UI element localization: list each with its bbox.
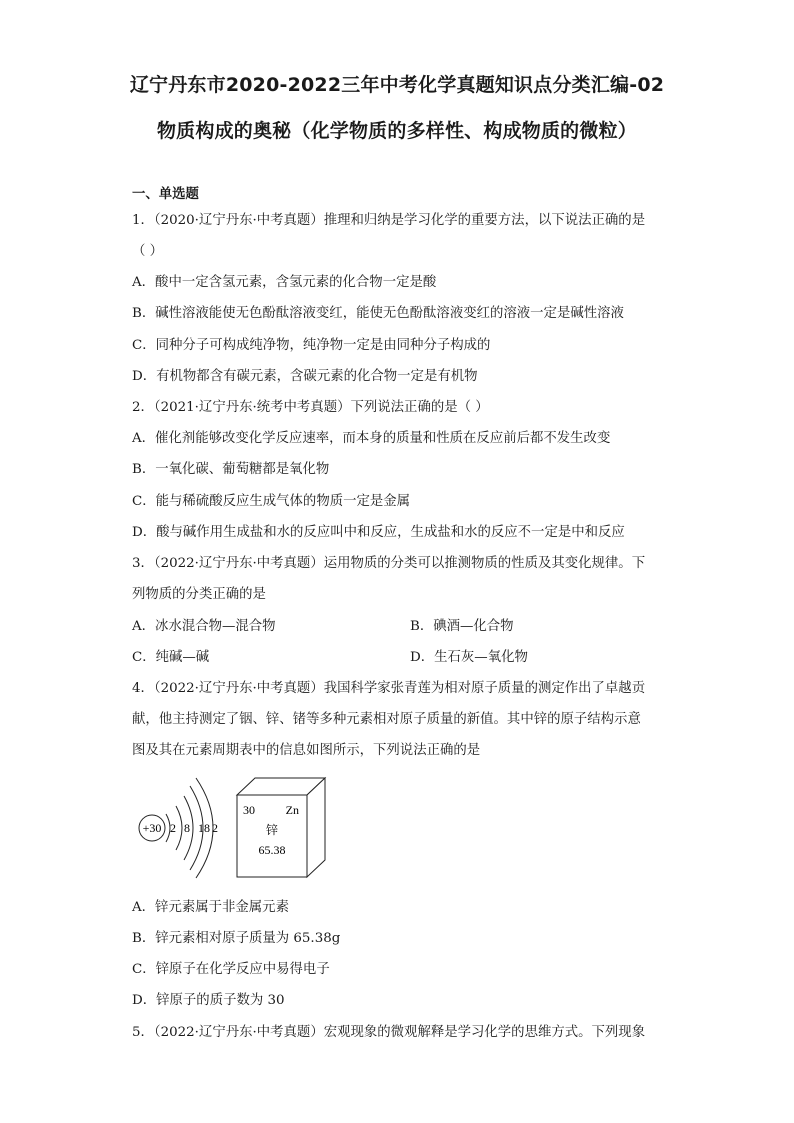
shell-count-3: 18 <box>198 821 210 835</box>
question-5-stem: 5．（2022·辽宁丹东·中考真题）宏观现象的微观解释是学习化学的思维方式。下列现象 <box>132 1025 646 1040</box>
question-2-option-a: A．催化剂能够改变化学反应速率，而本身的质量和性质在反应前后都不发生改变 <box>132 431 611 446</box>
question-3-stem: 3．（2022·辽宁丹东·中考真题）运用物质的分类可以推测物质的性质及其变化规律。下 <box>132 556 646 571</box>
question-2-option-d: D．酸与碱作用生成盐和水的反应叫中和反应，生成盐和水的反应不一定是中和反应 <box>132 525 625 540</box>
question-4-stem-cont-1: 献，他主持测定了铟、锌、锗等多种元素相对原子质量的新值。其中锌的原子结构示意 <box>132 712 641 727</box>
question-1-stem: 1．（2020·辽宁丹东·中考真题）推理和归纳是学习化学的重要方法，以下说法正确的是 <box>132 213 646 228</box>
shell-count-2: 8 <box>184 821 190 835</box>
element-atomic-number: 30 <box>243 803 255 817</box>
zinc-atom-diagram <box>130 768 340 888</box>
zinc-figure <box>130 768 340 888</box>
question-4-stem: 4．（2022·辽宁丹东·中考真题）我国科学家张青莲为相对原子质量的测定作出了卓越贡 <box>132 681 646 696</box>
question-2-option-c: C．能与稀硫酸反应生成气体的物质一定是金属 <box>132 494 411 509</box>
document-title-line-2: 物质构成的奥秘（化学物质的多样性、构成物质的微粒） <box>156 120 637 142</box>
question-3-option-d: D．生石灰—氧化物 <box>410 650 528 665</box>
question-3-option-c: C．纯碱—碱 <box>132 650 210 665</box>
question-4-stem-cont-2: 图及其在元素周期表中的信息如图所示，下列说法正确的是 <box>132 743 481 758</box>
question-3-option-a: A．冰水混合物—混合物 <box>132 619 276 634</box>
element-symbol: Zn <box>285 803 299 817</box>
element-relative-mass: 65.38 <box>258 843 286 857</box>
element-name: 锌 <box>265 823 279 837</box>
question-1-option-c: C．同种分子可构成纯净物，纯净物一定是由同种分子构成的 <box>132 338 491 353</box>
question-4-option-a: A．锌元素属于非金属元素 <box>132 900 289 915</box>
periodic-table-cell <box>237 778 325 877</box>
question-1-option-b: B．碱性溶液能使无色酚酞溶液变红，能使无色酚酞溶液变红的溶液一定是碱性溶液 <box>132 306 624 321</box>
electron-shell-arc <box>176 806 182 850</box>
question-2-option-b: B．一氧化碳、葡萄糖都是氧化物 <box>132 462 330 477</box>
question-2-stem: 2．（2021·辽宁丹东·统考中考真题）下列说法正确的是（ ） <box>132 400 489 415</box>
question-1-stem-cont: （ ） <box>132 244 164 259</box>
question-4-option-b: B．锌元素相对原子质量为 65.38g <box>132 931 341 946</box>
nucleus-charge: +30 <box>142 821 162 835</box>
question-1-option-d: D．有机物都含有碳元素，含碳元素的化合物一定是有机物 <box>132 369 478 384</box>
shell-count-1: 2 <box>170 821 176 835</box>
question-1-option-a: A．酸中一定含氢元素，含氢元素的化合物一定是酸 <box>132 275 437 290</box>
question-4-option-d: D．锌原子的质子数为 30 <box>132 993 285 1008</box>
document-title-line-1: 辽宁丹东市2020-2022三年中考化学真题知识点分类汇编-02 <box>129 74 665 96</box>
section-heading: 一、单选题 <box>132 187 199 202</box>
question-4-option-c: C．锌原子在化学反应中易得电子 <box>132 962 330 977</box>
question-3-option-b: B．碘酒—化合物 <box>410 619 514 634</box>
shell-count-4: 2 <box>212 821 218 835</box>
question-3-stem-cont: 列物质的分类正确的是 <box>132 587 266 602</box>
